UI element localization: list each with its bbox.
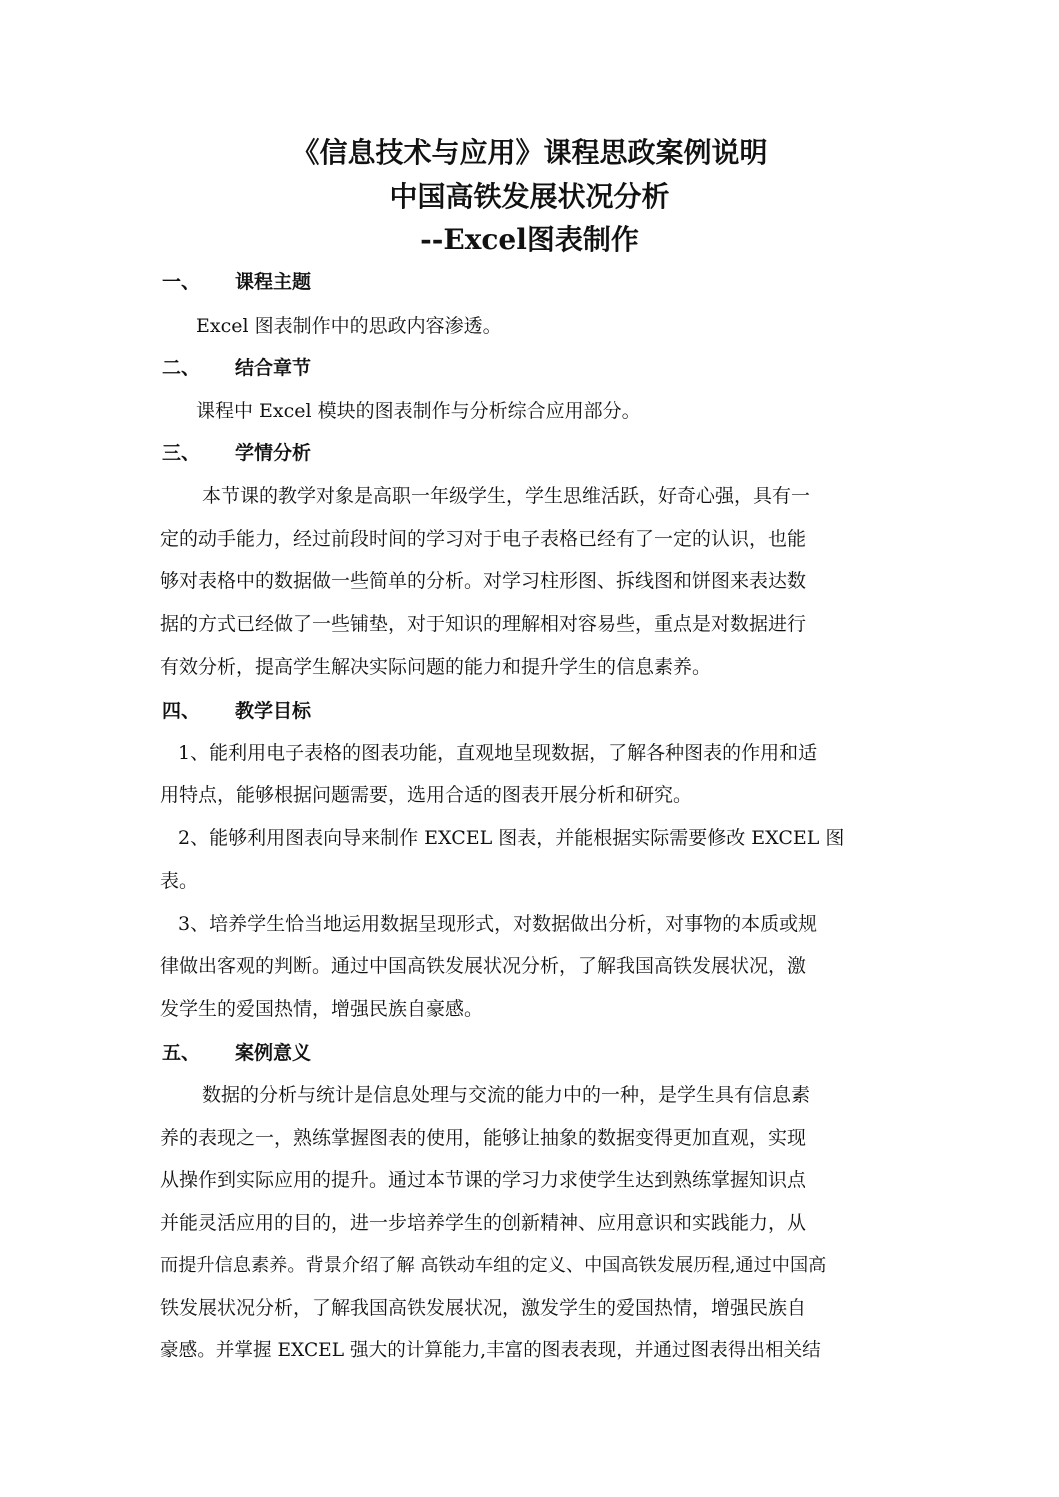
section-title: 结合章节	[235, 357, 312, 379]
paragraph-line: 用特点，能够根据问题需要，选用合适的图表开展分析和研究。	[160, 784, 693, 806]
paragraph-line: 铁发展状况分析，了解我国高铁发展状况，激发学生的爱国热情，增强民族自	[160, 1297, 807, 1319]
paragraph-line: 数据的分析与统计是信息处理与交流的能力中的一种，是学生具有信息素	[202, 1084, 811, 1106]
section-heading-3	[162, 439, 311, 467]
section-title: 课程主题	[235, 271, 312, 293]
section-heading-4	[162, 697, 311, 725]
paragraph-line: 定的动手能力，经过前段时间的学习对于电子表格已经有了一定的认识，也能	[160, 528, 807, 550]
section-heading-5	[162, 1039, 311, 1067]
paragraph-line: 养的表现之一，熟练掌握图表的使用，能够让抽象的数据变得更加直观，实现	[160, 1127, 807, 1149]
section-title: 案例意义	[235, 1042, 312, 1064]
section-title: 学情分析	[235, 442, 312, 464]
section-number: 一、	[162, 271, 201, 293]
paragraph-line: 1、能利用电子表格的图表功能，直观地呈现数据，了解各种图表的作用和适	[178, 742, 818, 764]
paragraph-line: 够对表格中的数据做一些简单的分析。对学习柱形图、拆线图和饼图来表达数	[160, 570, 807, 592]
section-number: 三、	[162, 442, 201, 464]
paragraph-line: 豪感。并掌握 EXCEL 强大的计算能力,丰富的图表表现，并通过图表得出相关结	[160, 1340, 821, 1361]
paragraph-line: 而提升信息素养。背景介绍了解 高铁动车组的定义、中国高铁发展历程,通过中国高	[160, 1255, 827, 1276]
paragraph-line: 本节课的教学对象是高职一年级学生，学生思维活跃，好奇心强，具有一	[202, 485, 811, 507]
paragraph-line: 据的方式已经做了一些铺垫，对于知识的理解相对容易些，重点是对数据进行	[160, 613, 807, 635]
section-number: 四、	[162, 700, 201, 722]
paragraph-line: Excel 图表制作中的思政内容渗透。	[196, 315, 502, 337]
paragraph-line: 课程中 Excel 模块的图表制作与分析综合应用部分。	[196, 400, 641, 422]
document-subtitle: 中国高铁发展状况分析	[389, 180, 670, 213]
section-heading-2	[162, 354, 311, 382]
section-heading-1	[162, 268, 311, 296]
paragraph-line: 从操作到实际应用的提升。通过本节课的学习力求使学生达到熟练掌握知识点	[160, 1169, 807, 1191]
paragraph-line: 3、培养学生恰当地运用数据呈现形式，对数据做出分析，对事物的本质或规	[178, 913, 818, 935]
section-number: 二、	[162, 357, 201, 379]
section-number: 五、	[162, 1042, 201, 1064]
section-title: 教学目标	[235, 700, 312, 722]
paragraph-line: 2、能够利用图表向导来制作 EXCEL 图表，并能根据实际需要修改 EXCEL 图	[178, 827, 845, 849]
paragraph-line: 发学生的爱国热情，增强民族自豪感。	[160, 998, 484, 1020]
document-title: 《信息技术与应用》课程思政案例说明	[291, 136, 768, 169]
paragraph-line: 有效分析，提高学生解决实际问题的能力和提升学生的信息素养。	[160, 656, 712, 678]
paragraph-line: 并能灵活应用的目的，进一步培养学生的创新精神、应用意识和实践能力，从	[160, 1212, 807, 1234]
document-subtitle-excel: --Excel图表制作	[420, 223, 639, 256]
paragraph-line: 律做出客观的判断。通过中国高铁发展状况分析，了解我国高铁发展状况，激	[160, 955, 807, 977]
paragraph-line: 表。	[160, 870, 199, 892]
